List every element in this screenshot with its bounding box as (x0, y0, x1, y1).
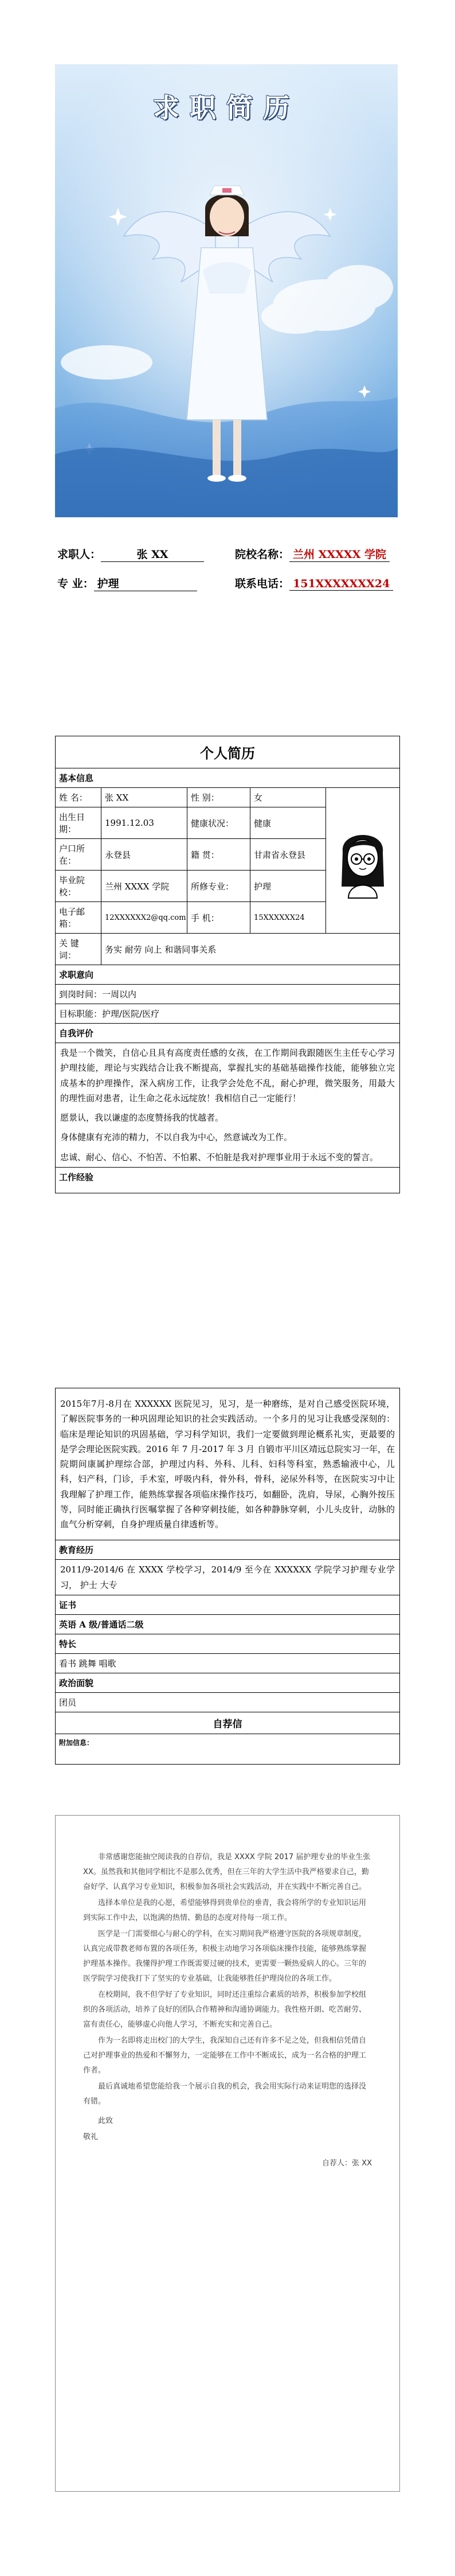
label-major: 所修专业： (187, 871, 250, 901)
value-health: 健康 (254, 818, 272, 829)
letter-signature (83, 2156, 372, 2171)
specialty-heading: 特长 (59, 1638, 77, 1649)
name-value: 张 XX (101, 546, 204, 562)
cover-title: 求职简历 (153, 92, 300, 123)
letter-paragraph: 选择本单位是我的心愿，希望能够得到贵单位的垂青，我会将所学的专业知识运用到实际工作中去，以饱满的热情、勤恳的态度对待每一项工作。 (83, 1899, 367, 1922)
major-label: 专 业： (57, 577, 94, 590)
work-exp-paragraph: 2015年7月-8月在 XXXXXX 医院见习，见习，是一种磨练，是对自己感受医院环境，了解医院事务的一种巩固理论知识的社会实践活动。一个多月的见习让我感受深刻的：临床是理论知识的巩固基础，学习科学知识，我们一定要做到理论概系礼实，更最要的是学会理论医院实践。2016 年 7 月-2017 年 3 月 自锻市平川区靖远总院实习一年，在院期间康属护理综合部，护理过内科、外科、儿科、妇科等科室，熟悉输液中心，儿科，妇产科，门诊，手术室，呼吸内科，骨外科，骨科，泌尿外科等，在医院实习中让我理解了护理工作，能熟练掌握各项临床操作技巧，如翻卧，洗肩，导尿，心胸外按压等，同时能正确执行医嘱掌握了各种穿刺技能，如各种静脉穿刺，小儿头皮针，动脉的血气分析穿刺，自身护理质量自律透析等。 (60, 1399, 395, 1529)
self-eval-paragraph: 忠诚、耐心、信心、不怕苦、不怕累、不怕脏是我对护理事业用于永远不变的誓言。 (60, 1152, 379, 1162)
label-native: 籍 贯： (187, 839, 250, 870)
letter-closing-1: 此致 (98, 2117, 113, 2125)
info-row (56, 807, 325, 839)
school-label: 院校名称： (235, 548, 290, 561)
resume-table-part2 (55, 1388, 400, 1765)
cover-name-row (57, 546, 204, 562)
value-name: 张 XX (101, 788, 187, 807)
keywords-row (56, 934, 399, 965)
self-eval-body (56, 1043, 399, 1167)
keywords-label: 关 键 词： (56, 934, 101, 965)
arrival-value: 一周以内 (102, 989, 137, 1000)
info-row (56, 871, 325, 902)
letter-closing-2: 敬礼 (83, 2133, 99, 2141)
info-row (56, 902, 325, 933)
label-health: 健康状况： (187, 807, 250, 838)
label-birth: 出生日期： (56, 807, 101, 838)
cover-letter-page (55, 1815, 400, 2492)
major-value: 护理 (94, 575, 197, 591)
cert-value: 英语 A 级/普通话二级 (59, 1619, 144, 1630)
resume-title: 个人简历 (200, 745, 255, 762)
letter-paragraph: 在校期间，我不但学好了专业知识，同时还注重综合素质的培养，积极参加学校组织的各项活动，培养了良好的团队合作精神和沟通协调能力。我性格开朗、吃苦耐劳、富有责任心，能够虚心向他人学习，不断充实和完善自己。 (83, 1990, 367, 2029)
cover-illustration (55, 64, 398, 517)
value-major: 护理 (254, 881, 272, 892)
avatar-portrait-icon (331, 818, 394, 904)
job-intention-heading: 求职意向 (59, 970, 94, 980)
resume-table-part1 (55, 736, 400, 1193)
value-birth: 1991.12.03 (101, 807, 187, 838)
cover-letter-heading: 自荐信 (213, 1718, 242, 1730)
signature-label: 自荐人： (322, 2159, 352, 2168)
info-row (56, 788, 325, 807)
cover-banner (55, 64, 398, 517)
cert-heading: 证书 (59, 1599, 77, 1610)
cover-major-row (57, 575, 197, 591)
value-mobile: 15XXXXXX24 (254, 913, 305, 922)
info-row (56, 839, 325, 871)
cover-letter-sub: 附加信息： (59, 1738, 94, 1747)
self-eval-paragraph: 我是一个微笑，自信心且具有高度责任感的女孩，在工作期间我跟随医生主任专心学习护理技能，理论与实践结合让我不断提高，掌握扎实的基础基础操作技能，能够独立完成基本的护理操作，深入病房工作，让我学会处危不乱，耐心护理，微笑服务，用最大的理性面对患者，让生命之花永远绽放！我相信自己一定能行！ (60, 1048, 395, 1103)
avatar (326, 788, 399, 933)
label-mobile: 手 机： (187, 902, 250, 933)
label-school: 毕业院校： (56, 871, 101, 901)
school-value: 兰州 XXXXX 学院 (289, 546, 390, 562)
letter-paragraph: 医学是一门需要细心与耐心的学科，在实习期间我严格遵守医院的各项规章制度，认真完成带教老师布置的各项任务，积极主动地学习各项临床操作技能，能够熟练掌握护理基本操作。我懂得护理工作既需要过硬的技术，更需要一颗热爱病人的心。三年的医学院学习使我打下了坚实的专业基础，让我能够胜任护理岗位的各项工作。 (83, 1930, 367, 1983)
cover-phone-row (235, 575, 393, 591)
cover-school-row (235, 546, 390, 562)
value-hukou: 永登县 (101, 839, 187, 870)
label-hukou: 户口所在： (56, 839, 101, 870)
target-value: 护理/医院/医疗 (102, 1009, 160, 1019)
value-gender: 女 (254, 793, 263, 803)
phone-value: 151XXXXXXX24 (289, 577, 393, 591)
politics-heading: 政治面貌 (59, 1677, 94, 1688)
politics-value: 团员 (59, 1697, 77, 1708)
letter-paragraph: 作为一名即将走出校门的大学生，我深知自己还有许多不足之处，但我相信凭借自己对护理事业的热爱和不懈努力，一定能够在工作中不断成长，成为一名合格的护理工作者。 (83, 2036, 367, 2075)
self-eval-paragraph: 愿景认，我以谦虚的态度赞扬我的忧越者。 (60, 1113, 224, 1123)
letter-paragraph: 最后真诚地希望您能给我一个展示自我的机会，我会用实际行动来证明您的选择没有错。 (83, 2082, 367, 2106)
label-name: 姓 名： (56, 788, 101, 807)
self-eval-heading: 自我评价 (59, 1028, 94, 1039)
value-email: 12XXXXXX2@qq.com (101, 902, 187, 933)
letter-paragraph: 非常感谢您能抽空阅读我的自荐信，我是 XXXX 学院 2017 届护理专业的毕业生张 XX。虽然我和其他同学相比不是那么优秀，但在三年的大学生活中我严格要求自己，勤奋好学、认真学习专业知识，积极参加各项社会实践活动，并在实践中不断完善自己。 (83, 1853, 371, 1891)
value-native: 甘肃省永登县 (254, 849, 306, 860)
target-label: 目标职能： (59, 1009, 103, 1019)
work-exp-heading: 工作经验 (59, 1172, 94, 1182)
arrival-label: 到岗时间： (59, 989, 103, 1000)
specialty-value: 看书 跳舞 唱歌 (59, 1658, 116, 1669)
basic-info-heading: 基本信息 (59, 773, 94, 783)
label-gender: 性 别： (187, 788, 250, 807)
self-eval-paragraph: 身体健康有充沛的精力，不以自我为中心，然意诚改为工作。 (60, 1132, 293, 1143)
education-value: 2011/9-2014/6 在 XXXX 学校学习，2014/9 至今在 XXXXXX 学院学习护理专业学习， 护士 大专 (60, 1564, 395, 1590)
keywords-value: 务实 耐劳 向上 和谐同事关系 (105, 944, 217, 955)
education-heading: 教育经历 (59, 1545, 94, 1556)
value-school: 兰州 XXXX 学院 (101, 871, 187, 901)
phone-label: 联系电话： (235, 577, 290, 590)
name-label: 求职人： (57, 548, 101, 561)
signature-name: 张 XX (352, 2159, 372, 2168)
label-email: 电子邮箱： (56, 902, 101, 933)
cover-page (0, 0, 455, 642)
